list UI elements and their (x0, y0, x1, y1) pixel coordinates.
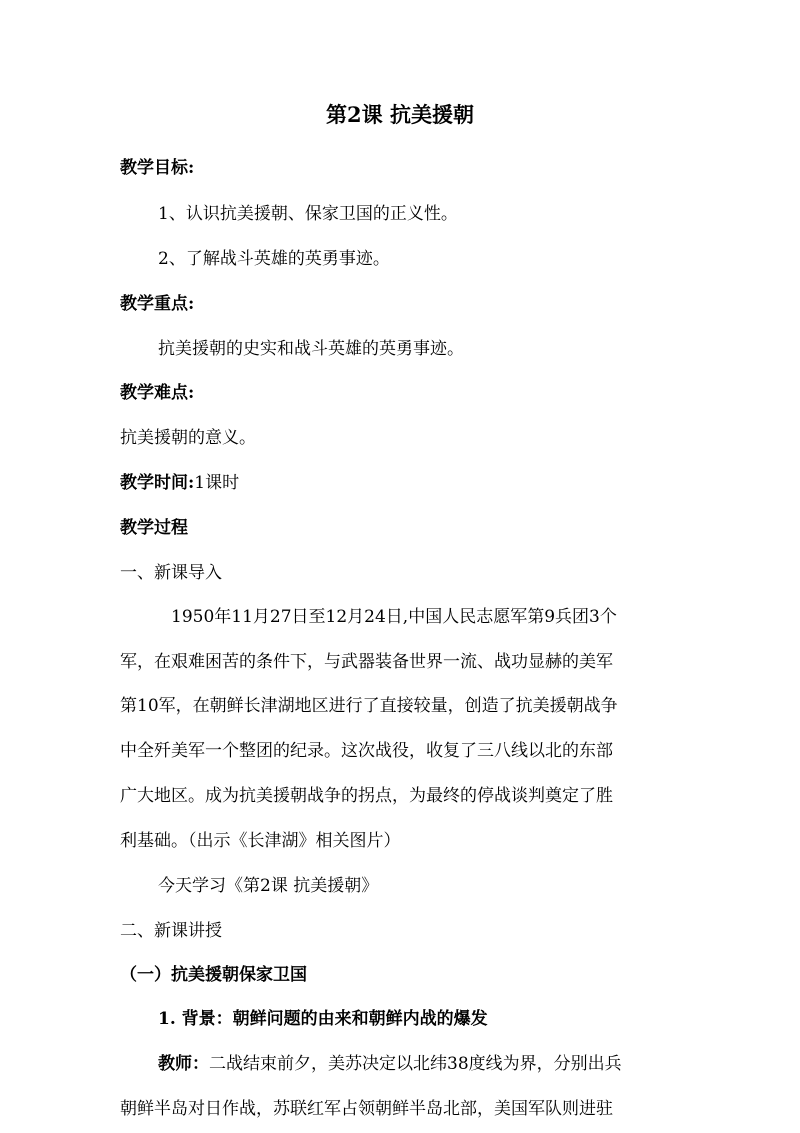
key-heading: 教学重点: (120, 294, 195, 314)
teacher-label: 教师： (158, 1054, 209, 1074)
section2-heading: 二、新课讲授 (120, 921, 222, 941)
paragraph-line: 1950年11月27日至12月24日,中国人民志愿军第9兵团3个 (171, 607, 617, 627)
process-heading: 教学过程 (120, 518, 188, 538)
point1-heading: 1. 背景：朝鲜问题的由来和朝鲜内战的爆发 (158, 1009, 488, 1029)
paragraph-line: 第10军，在朝鲜长津湖地区进行了直接较量，创造了抗美援朝战争 (120, 696, 618, 716)
today-text: 今天学习《第2课 抗美援朝》 (158, 876, 379, 896)
goals-heading: 教学目标: (120, 158, 195, 178)
time-line (120, 471, 239, 495)
paragraph-line: 朝鲜半岛对日作战，苏联红军占领朝鲜半岛北部，美国军队则进驻 (120, 1099, 613, 1119)
paragraph-line: 军，在艰难困苦的条件下，与武器装备世界一流、战功显赫的美军 (120, 652, 613, 672)
paragraph-line: 广大地区。成为抗美援朝战争的拐点，为最终的停战谈判奠定了胜 (120, 786, 613, 806)
time-value: 1课时 (194, 473, 240, 493)
time-label: 教学时间: (120, 473, 195, 493)
subsection1-heading: （一）抗美援朝保家卫国 (120, 965, 307, 985)
page-title: 第2课 抗美援朝 (326, 102, 474, 127)
teacher-line (158, 1052, 622, 1076)
paragraph-line: 二战结束前夕，美苏决定以北纬38度线为界，分别出兵 (209, 1054, 622, 1074)
difficulty-heading: 教学难点: (120, 383, 195, 403)
goal-item: 1、认识抗美援朝、保家卫国的正义性。 (158, 204, 458, 224)
difficulty-text: 抗美援朝的意义。 (120, 428, 256, 448)
paragraph-line: 中全歼美军一个整团的纪录。这次战役，收复了三八线以北的东部 (120, 741, 613, 761)
paragraph-line: 利基础。（出示《长津湖》相关图片） (120, 831, 401, 851)
section1-heading: 一、新课导入 (120, 563, 222, 583)
goal-item: 2、了解战斗英雄的英勇事迹。 (158, 249, 390, 269)
key-text: 抗美援朝的史实和战斗英雄的英勇事迹。 (158, 339, 464, 359)
